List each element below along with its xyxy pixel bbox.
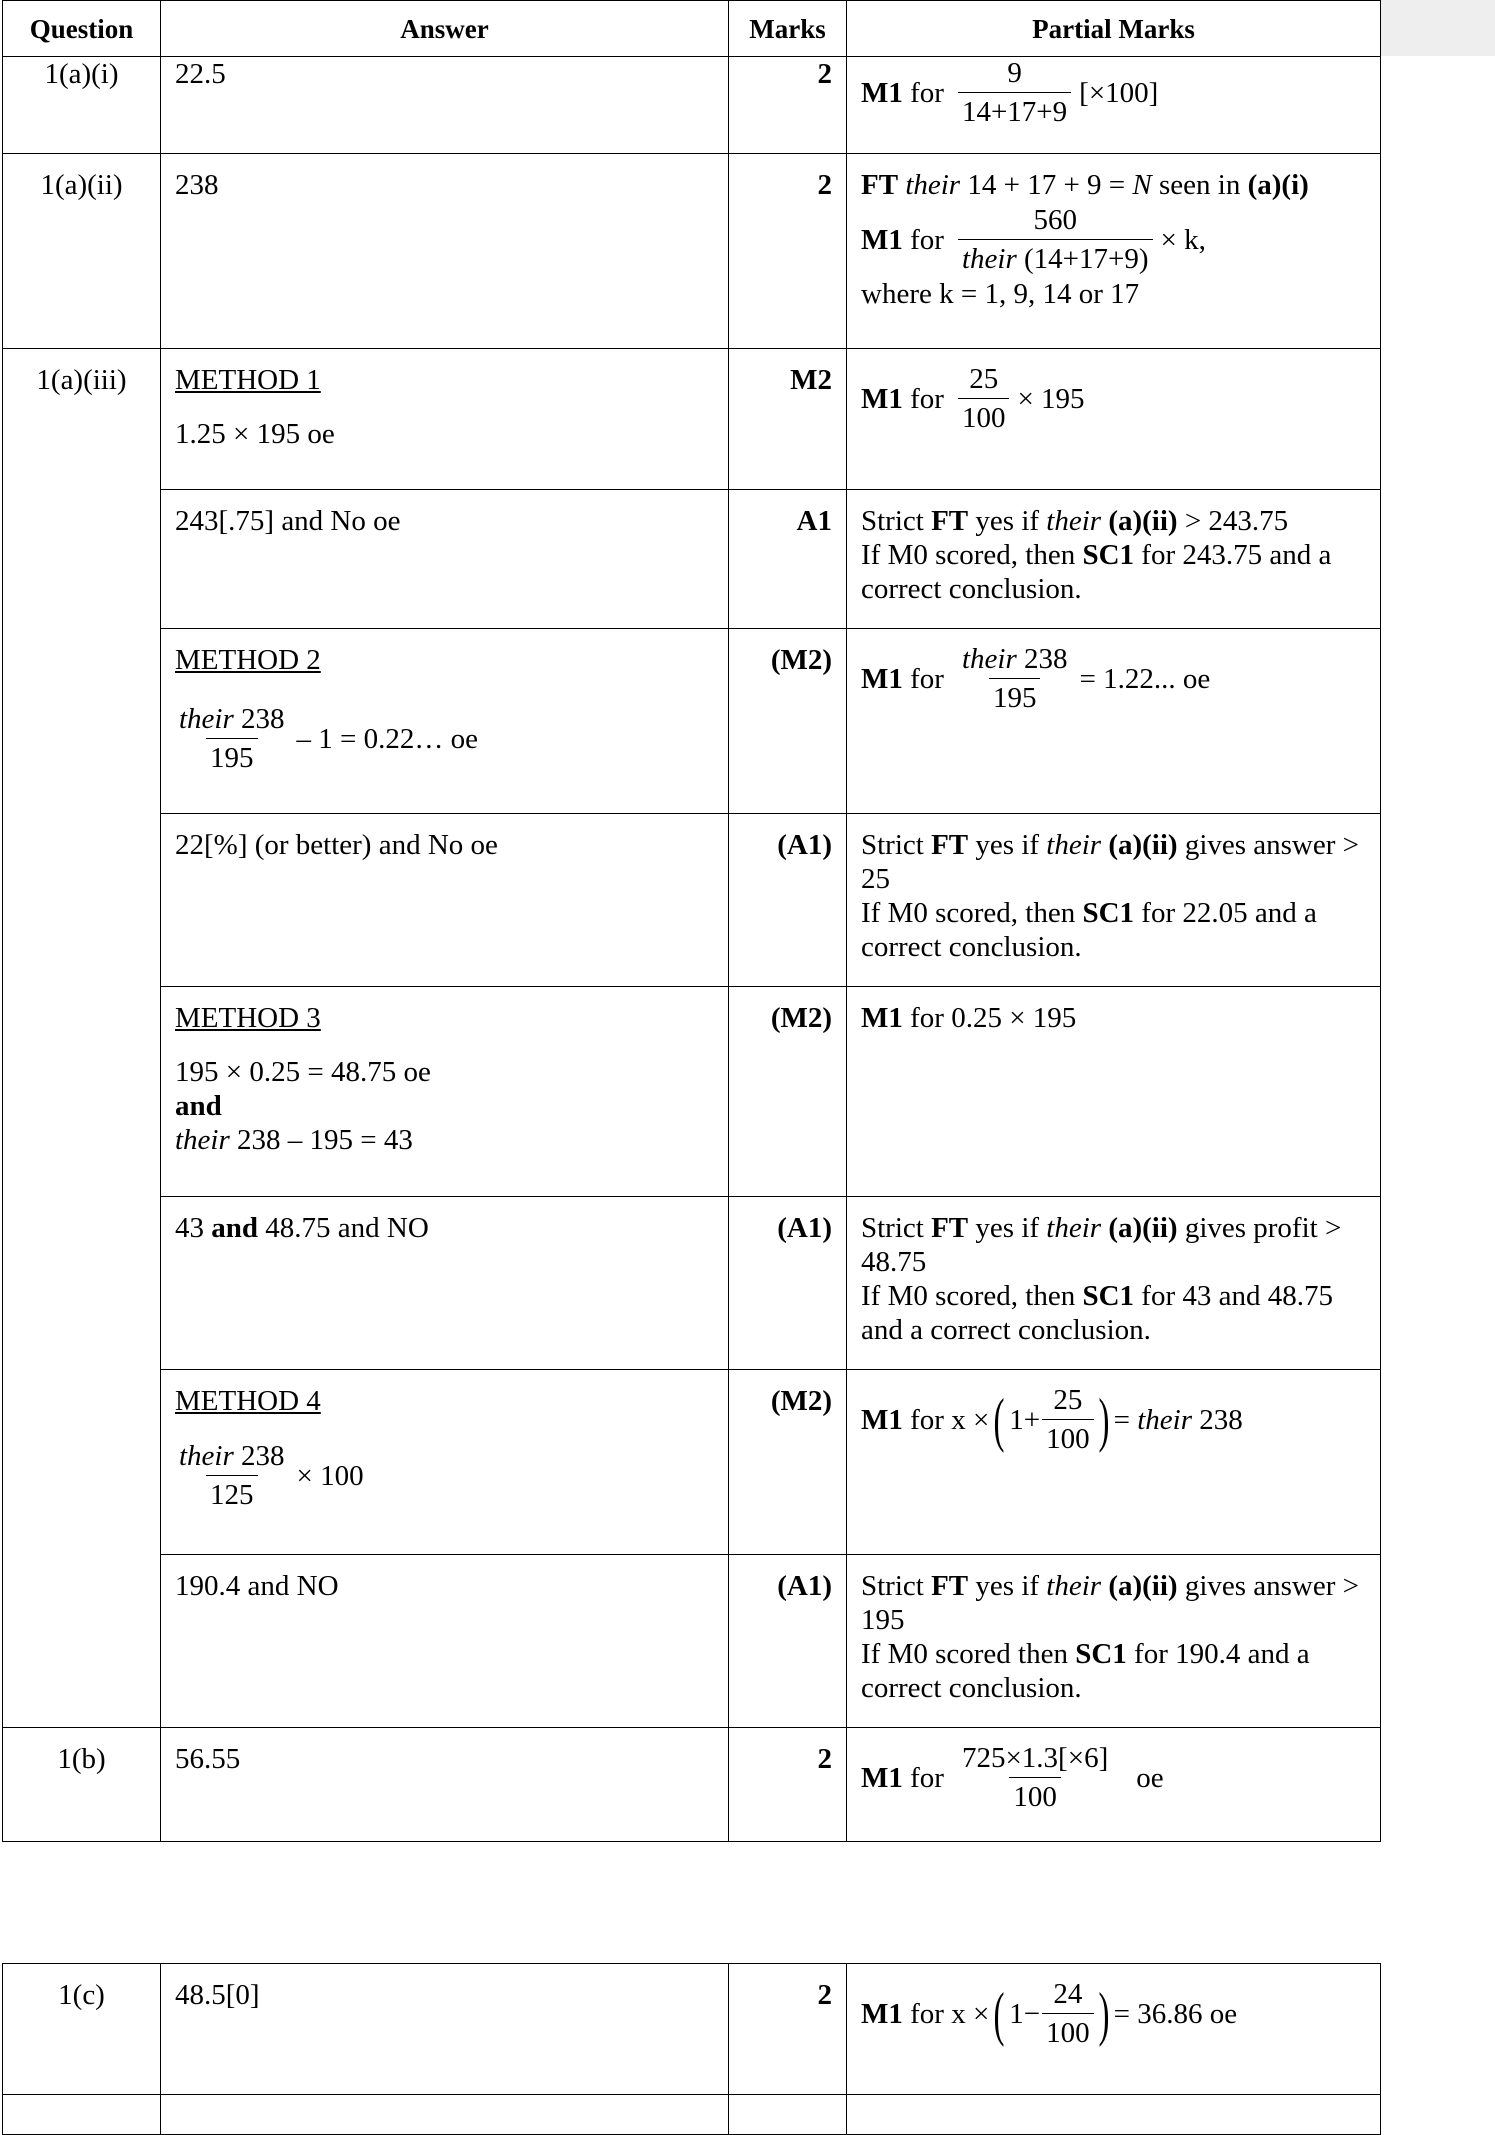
question-continuation: [3, 987, 161, 1197]
m0-text: If M0 scored, then: [861, 1280, 1076, 1312]
fraction: [958, 204, 1153, 275]
yes-if-text: yes if: [975, 829, 1040, 861]
m1-label: M1: [861, 1761, 903, 1794]
m1-label: M1: [861, 223, 903, 256]
suffix-text: [×100]: [1079, 76, 1159, 109]
suffix-text: = 1.22... oe: [1079, 662, 1211, 695]
partial-marks-cell: [847, 1728, 1381, 1842]
for-text: for: [910, 223, 944, 256]
left-parenthesis: (: [993, 1386, 1005, 1453]
their-text: their: [1046, 829, 1102, 861]
sc1-label: SC1: [1075, 1638, 1127, 1670]
question-continuation: [3, 814, 161, 987]
m0-text: If M0 scored, then: [861, 539, 1076, 571]
mark-scheme-table: [2, 0, 1381, 1842]
partial-marks-cell: [847, 1197, 1381, 1370]
denominator-expression: (14+17+9): [1023, 243, 1149, 275]
part-ref: (a)(ii): [1108, 1212, 1178, 1244]
m1-label: M1: [861, 1002, 903, 1034]
question-continuation: [3, 1555, 161, 1728]
method-title: METHOD 4: [175, 1385, 321, 1417]
answer-suffix: – 1 = 0.22… oe: [296, 722, 479, 755]
answer-cell: 243[.75] and No oe: [161, 490, 729, 629]
suffix-text: = 36.86 oe: [1113, 1997, 1238, 2030]
strict-text: Strict: [861, 829, 924, 861]
partial-marks-cell: [847, 1370, 1381, 1555]
fraction-numerator: 25: [1053, 1384, 1083, 1416]
ft-label: FT: [931, 1212, 969, 1244]
question-number: 1(a)(ii): [3, 154, 161, 349]
partial-marks-cell: [847, 2095, 1381, 2135]
answer-line: 1.25 × 195 oe: [175, 418, 335, 450]
table-row: [3, 987, 1381, 1197]
yes-if-text: yes if: [975, 505, 1040, 537]
ft-label: FT: [861, 169, 899, 201]
for-text: for: [910, 76, 944, 109]
yes-if-text: yes if: [975, 1212, 1040, 1244]
method-title: METHOD 3: [175, 1002, 321, 1034]
their-text: their: [961, 243, 1017, 275]
fraction-denominator: 100: [1042, 1419, 1094, 1455]
suffix-text: oe: [1136, 1761, 1164, 1794]
their-text: their: [1137, 1403, 1193, 1436]
marks-cell: 2: [729, 1728, 847, 1842]
numerator-value: 238: [1023, 643, 1068, 675]
header-answer: Answer: [161, 1, 729, 57]
answer-value: 48.75 and NO: [265, 1212, 429, 1244]
left-parenthesis: (: [993, 1980, 1005, 2047]
header-marks: Marks: [729, 1, 847, 57]
partial-marks-cell: [847, 987, 1381, 1197]
their-text: their: [905, 169, 961, 201]
question-continuation: [3, 2095, 161, 2135]
answer-cell: [161, 2095, 729, 2135]
marks-cell: (A1): [729, 1197, 847, 1370]
part-ref: (a)(ii): [1108, 1570, 1178, 1602]
table-row: [3, 349, 1381, 490]
their-text: their: [1046, 1212, 1102, 1244]
marks-cell: [729, 2095, 847, 2135]
and-text: and: [175, 1090, 222, 1122]
part-ref: (a)(i): [1247, 169, 1309, 201]
strict-text: Strict: [861, 505, 924, 537]
fraction: [1042, 1978, 1094, 2049]
question-number: 1(a)(i): [3, 57, 161, 154]
fraction-numerator: [175, 703, 289, 738]
ft-label: FT: [931, 505, 969, 537]
marks-cell: 2: [729, 57, 847, 154]
part-ref: (a)(ii): [1108, 505, 1178, 537]
sc1-label: SC1: [1082, 1280, 1135, 1312]
answer-cell: 48.5[0]: [161, 1964, 729, 2095]
marks-cell: 2: [729, 154, 847, 349]
ft-expression: 14 + 17 + 9 =: [967, 169, 1126, 201]
fraction: [1042, 1384, 1094, 1455]
condition-text: > 243.75: [1184, 505, 1289, 537]
for-text: for 0.25 × 195: [910, 1002, 1077, 1034]
marks-cell: (M2): [729, 987, 847, 1197]
their-text: their: [179, 703, 234, 735]
part-ref: (a)(ii): [1108, 829, 1178, 861]
fraction: [958, 363, 1010, 434]
n-variable: N: [1132, 169, 1152, 201]
question-continuation: [3, 629, 161, 814]
table-row: [3, 1964, 1381, 2095]
partial-marks-cell: [847, 154, 1381, 349]
question-number: 1(a)(iii): [3, 349, 161, 490]
fraction: [175, 1440, 289, 1511]
ft-label: FT: [931, 1570, 969, 1602]
header-question: Question: [3, 1, 161, 57]
fraction-denominator: 100: [958, 398, 1010, 434]
m0-text: If M0 scored, then: [861, 897, 1076, 929]
fraction-numerator: 24: [1053, 1978, 1083, 2010]
sc1-label: SC1: [1082, 539, 1135, 571]
numerator-value: 238: [241, 703, 285, 735]
answer-cell: 190.4 and NO: [161, 1555, 729, 1728]
fraction-denominator: 125: [206, 1475, 258, 1511]
fraction-numerator: [175, 1440, 289, 1475]
fraction-denominator: 100: [1042, 2013, 1094, 2049]
fraction-numerator: [958, 643, 1072, 678]
yes-if-text: yes if: [975, 1570, 1040, 1602]
answer-cell: [161, 349, 729, 490]
partial-marks-cell: [847, 490, 1381, 629]
method-title: METHOD 1: [175, 364, 321, 396]
for-text: for: [910, 662, 944, 695]
their-text: their: [961, 643, 1017, 675]
marks-cell: (M2): [729, 1370, 847, 1555]
their-text: their: [1046, 505, 1102, 537]
sc1-text: for 190.4 and a correct conclusion.: [861, 1638, 1310, 1704]
question-continuation: [3, 1370, 161, 1555]
header-partial-marks: Partial Marks: [847, 1, 1381, 57]
m0-text: If M0 scored then: [861, 1638, 1068, 1670]
marks-cell: (A1): [729, 814, 847, 987]
table-row: [3, 814, 1381, 987]
table-row: [3, 1555, 1381, 1728]
m1-label: M1: [861, 1403, 903, 1436]
value-text: 238: [1199, 1403, 1243, 1436]
right-parenthesis: ): [1098, 1386, 1110, 1453]
marks-cell: M2: [729, 349, 847, 490]
method-title: METHOD 2: [175, 644, 321, 676]
answer-cell: [161, 1370, 729, 1555]
table-row: [3, 1370, 1381, 1555]
for-text: for x ×: [910, 1403, 990, 1436]
partial-marks-cell: [847, 814, 1381, 987]
for-text: for: [910, 1761, 944, 1794]
answer-cell: 238: [161, 154, 729, 349]
table-row: [3, 2095, 1381, 2135]
answer-suffix: × 100: [296, 1459, 364, 1492]
table-row: [3, 490, 1381, 629]
one-plus: 1+: [1009, 1403, 1041, 1436]
sc1-text: for 243.75 and a correct conclusion.: [861, 539, 1332, 605]
answer-line: 195 × 0.25 = 48.75 oe: [175, 1056, 431, 1088]
partial-marks-cell: [847, 349, 1381, 490]
fraction-numerator: 725×1.3[×6]: [961, 1742, 1109, 1774]
fraction: [958, 643, 1072, 714]
answer-cell: [161, 629, 729, 814]
for-text: for: [910, 382, 944, 415]
partial-marks-cell: [847, 1964, 1381, 2095]
condition-text: gives profit > 48.75: [861, 1212, 1342, 1278]
equals-sign: =: [1113, 1403, 1130, 1436]
suffix-text: × 195: [1017, 382, 1085, 415]
answer-cell: 22.5: [161, 57, 729, 154]
sc1-text: for 43 and 48.75 and a correct conclusion.: [861, 1280, 1333, 1346]
and-text: and: [211, 1212, 259, 1244]
marks-cell: (M2): [729, 629, 847, 814]
fraction-denominator: 195: [989, 678, 1041, 714]
fraction-numerator: 25: [969, 363, 999, 395]
table-row: [3, 57, 1381, 154]
partial-marks-cell: [847, 57, 1381, 154]
fraction-numerator: 560: [1033, 204, 1077, 236]
fraction: [175, 703, 289, 774]
answer-line: 238 – 195 = 43: [237, 1124, 413, 1156]
table-row: [3, 629, 1381, 814]
header-margin-strip: [1380, 0, 1495, 56]
fraction-denominator: [958, 239, 1153, 275]
table-row: [3, 154, 1381, 349]
marks-cell: 2: [729, 1964, 847, 2095]
fraction-denominator: 14+17+9: [958, 92, 1071, 128]
their-text: their: [1046, 1570, 1102, 1602]
right-parenthesis: ): [1098, 1980, 1110, 2047]
marks-cell: (A1): [729, 1555, 847, 1728]
sc1-text: for 22.05 and a correct conclusion.: [861, 897, 1317, 963]
one-minus: 1−: [1009, 1997, 1041, 2030]
answer-cell: [161, 1197, 729, 1370]
their-text: their: [175, 1124, 230, 1156]
question-continuation: [3, 490, 161, 629]
question-continuation: [3, 1197, 161, 1370]
partial-marks-cell: [847, 1555, 1381, 1728]
ft-label: FT: [931, 829, 969, 861]
seen-text: seen in: [1159, 169, 1241, 201]
partial-marks-cell: [847, 629, 1381, 814]
m1-label: M1: [861, 1997, 903, 2030]
m1-label: M1: [861, 382, 903, 415]
for-text: for x ×: [910, 1997, 990, 2030]
table-row: [3, 1197, 1381, 1370]
fraction-numerator: 9: [1007, 57, 1022, 89]
header-row: [3, 1, 1381, 57]
answer-cell: 56.55: [161, 1728, 729, 1842]
fraction-denominator: 195: [206, 738, 258, 774]
condition-text: gives answer > 195: [861, 1570, 1360, 1636]
their-text: their: [179, 1440, 234, 1472]
question-number: 1(b): [3, 1728, 161, 1842]
strict-text: Strict: [861, 1212, 924, 1244]
answer-cell: [161, 987, 729, 1197]
strict-text: Strict: [861, 1570, 924, 1602]
marks-cell: A1: [729, 490, 847, 629]
condition-text: gives answer > 25: [861, 829, 1360, 895]
answer-cell: 22[%] (or better) and No oe: [161, 814, 729, 987]
question-number: 1(c): [3, 1964, 161, 2095]
answer-value: 43: [175, 1212, 204, 1244]
suffix-text: × k,: [1160, 223, 1206, 256]
m1-label: M1: [861, 76, 903, 109]
numerator-value: 238: [241, 1440, 285, 1472]
table-row: [3, 1728, 1381, 1842]
fraction: [958, 1742, 1112, 1813]
m1-label: M1: [861, 662, 903, 695]
fraction-denominator: 100: [1009, 1777, 1061, 1813]
mark-scheme-table-continued: [2, 1963, 1381, 2135]
sc1-label: SC1: [1082, 897, 1135, 929]
fraction: [958, 57, 1071, 128]
where-text: where k = 1, 9, 14 or 17: [861, 278, 1140, 310]
